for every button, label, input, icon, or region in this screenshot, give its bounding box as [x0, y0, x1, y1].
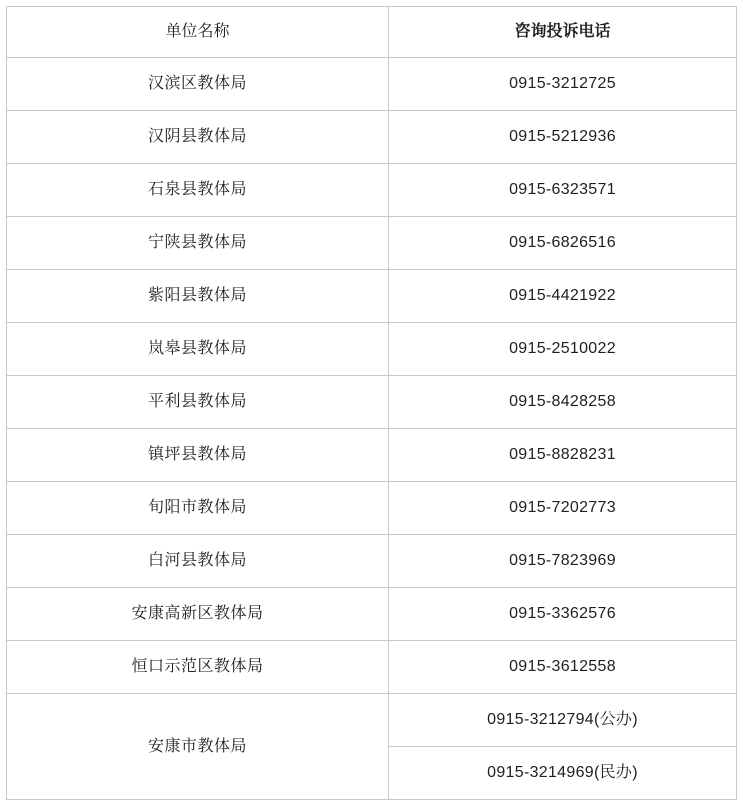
unit-name: 旬阳市教体局: [7, 482, 389, 535]
table-row: [7, 429, 737, 482]
column-header-unit-name: 单位名称: [7, 7, 389, 58]
unit-phone: 0915-4421922: [389, 270, 737, 323]
unit-name: 白河县教体局: [7, 535, 389, 588]
table-header: [7, 7, 737, 58]
table-header-row: [7, 7, 737, 58]
unit-phone: 0915-3612558: [389, 641, 737, 694]
unit-phone: 0915-5212936: [389, 111, 737, 164]
unit-name: 紫阳县教体局: [7, 270, 389, 323]
unit-phone: 0915-8428258: [389, 376, 737, 429]
table-row: [7, 270, 737, 323]
table-row: [7, 588, 737, 641]
table-row: [7, 323, 737, 376]
table-row: [7, 217, 737, 270]
unit-phone: 0915-6323571: [389, 164, 737, 217]
unit-phone: 0915-3212725: [389, 58, 737, 111]
unit-name: 汉滨区教体局: [7, 58, 389, 111]
table-row: [7, 111, 737, 164]
unit-phone: 0915-7202773: [389, 482, 737, 535]
table-row: [7, 376, 737, 429]
unit-name: 平利县教体局: [7, 376, 389, 429]
unit-name: 汉阴县教体局: [7, 111, 389, 164]
unit-phone: 0915-8828231: [389, 429, 737, 482]
contact-table: [6, 6, 737, 800]
unit-phone-private: 0915-3214969(民办): [389, 747, 737, 800]
table-row: [7, 535, 737, 588]
unit-phone: 0915-3362576: [389, 588, 737, 641]
unit-phone: 0915-7823969: [389, 535, 737, 588]
table-row: [7, 164, 737, 217]
unit-name: 安康高新区教体局: [7, 588, 389, 641]
unit-name: 镇坪县教体局: [7, 429, 389, 482]
table-row-merged: [7, 694, 737, 747]
unit-name: 岚皋县教体局: [7, 323, 389, 376]
table-row: [7, 58, 737, 111]
table-row: [7, 641, 737, 694]
unit-name: 恒口示范区教体局: [7, 641, 389, 694]
unit-name: 安康市教体局: [7, 694, 389, 800]
unit-phone: 0915-2510022: [389, 323, 737, 376]
unit-phone-public: 0915-3212794(公办): [389, 694, 737, 747]
unit-name: 宁陕县教体局: [7, 217, 389, 270]
column-header-phone: 咨询投诉电话: [389, 7, 737, 58]
table-row: [7, 482, 737, 535]
table-body: [7, 58, 737, 800]
unit-name: 石泉县教体局: [7, 164, 389, 217]
unit-phone: 0915-6826516: [389, 217, 737, 270]
